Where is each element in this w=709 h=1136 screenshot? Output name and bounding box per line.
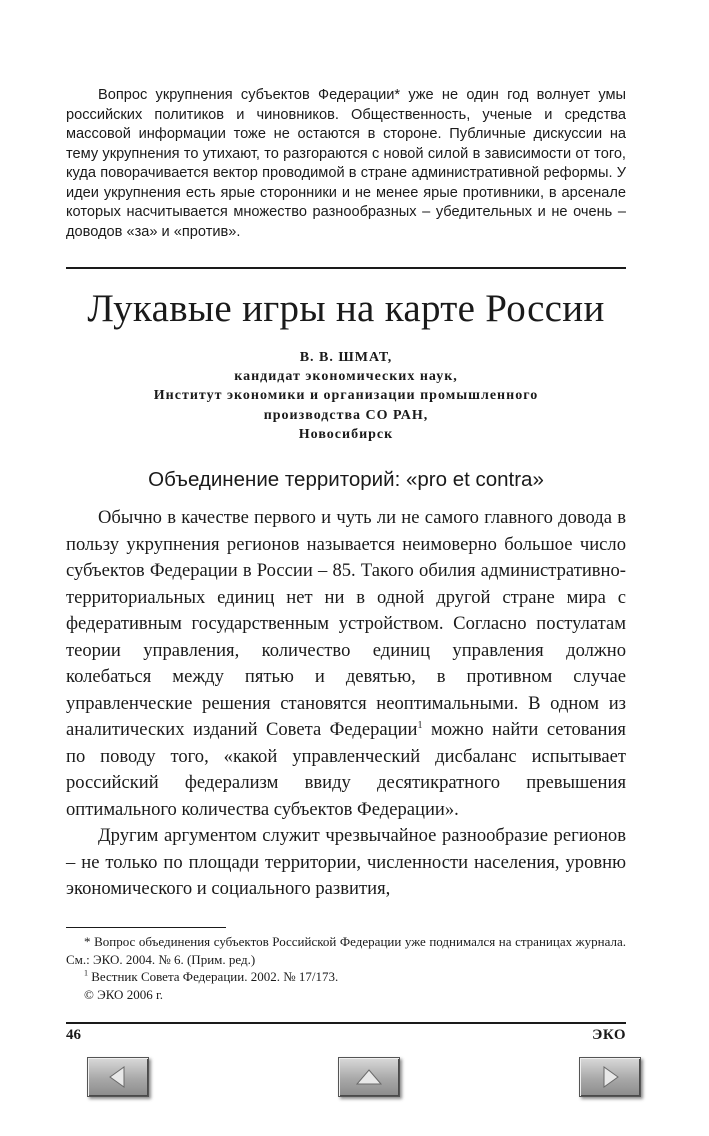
left-arrow-icon [88, 1058, 148, 1096]
article-abstract [66, 86, 626, 242]
abstract-divider [66, 267, 626, 269]
next-page-button[interactable] [579, 1057, 641, 1097]
body-paragraph-1 [66, 505, 626, 823]
footnote-1-text: Вестник Совета Федерации. 2002. № 17/173. [88, 969, 339, 984]
copyright: © ЭКО 2006 г. [84, 986, 164, 1002]
abstract-text: Вопрос укрупнения субъектов Федерации* уже не один год волнует умы российских политиков и чиновников. Общественность, ученые и средства массовой информации тоже не остаются в стороне. Публичные дискуссии на тему укрупнения то утихают, то разгораются с новой силой в зависимости от того, куда поворачивается вектор проводимой в стране административной реформы. У идеи укрупнения есть ярые сторонники и не менее ярые противники, в арсенале которых насчитывается множество разнообразных – убедительных и не очень – доводов «за» и «против». [66, 87, 626, 240]
footnote-1 [66, 968, 626, 986]
paragraph-1-text-b: можно найти сетования по поводу того, «какой управленческий дисбаланс испытывает российский федерализм ввиду десятикратного превышения оптимального количества субъектов Федерации». [66, 719, 626, 820]
footnote-divider [66, 927, 226, 928]
author-name: В. В. ШМАТ, [299, 350, 393, 365]
author-degree: кандидат экономических наук, [234, 369, 458, 385]
author-city: Новосибирск [298, 426, 394, 442]
author-block [66, 348, 626, 444]
up-arrow-icon [339, 1058, 399, 1096]
up-button[interactable] [338, 1057, 400, 1097]
author-institute-line2: производства СО РАН, [263, 407, 429, 423]
article-title: Лукавые игры на карте России [87, 287, 605, 330]
right-arrow-icon [580, 1058, 640, 1096]
journal-name: ЭКО [592, 1027, 626, 1043]
footer-divider [66, 1022, 626, 1024]
body-paragraph-2: Другим аргументом служит чрезвычайное разнообразие регионов – не только по площади территории, численности населения, уровню экономического и социального развития, [66, 825, 626, 899]
footnote-ref-1[interactable]: 1 [417, 719, 423, 731]
footnote-star: * Вопрос объединения субъектов Российской Федерации уже поднимался на страницах журнала. См.: ЭКО. 2004. № 6. (Прим. ред.) [66, 934, 626, 967]
section-heading: Объединение территорий: «pro et contra» [148, 468, 544, 491]
author-institute-line1: Институт экономики и организации промышленного [153, 388, 539, 404]
page-number: 46 [66, 1027, 81, 1043]
previous-page-button[interactable] [87, 1057, 149, 1097]
article-body [66, 505, 626, 903]
footnote-1-marker: 1 [84, 968, 88, 978]
paragraph-1-text-a: Обычно в качестве первого и чуть ли не самого главного довода в пользу укрупнения регионов называется неимоверно большое число субъектов Федерации в России – 85. Такого обилия административно-территориальных единиц нет ни в одной другой стране мира с федеративным государственным устройством. Согласно постулатам теории управления, количество единиц управления должно колебаться между пятью и девятью, в противном случае управленческие решения становятся неоптимальными. В одном из аналитических изданий Совета Федерации [66, 507, 626, 740]
footnotes [66, 933, 626, 1003]
